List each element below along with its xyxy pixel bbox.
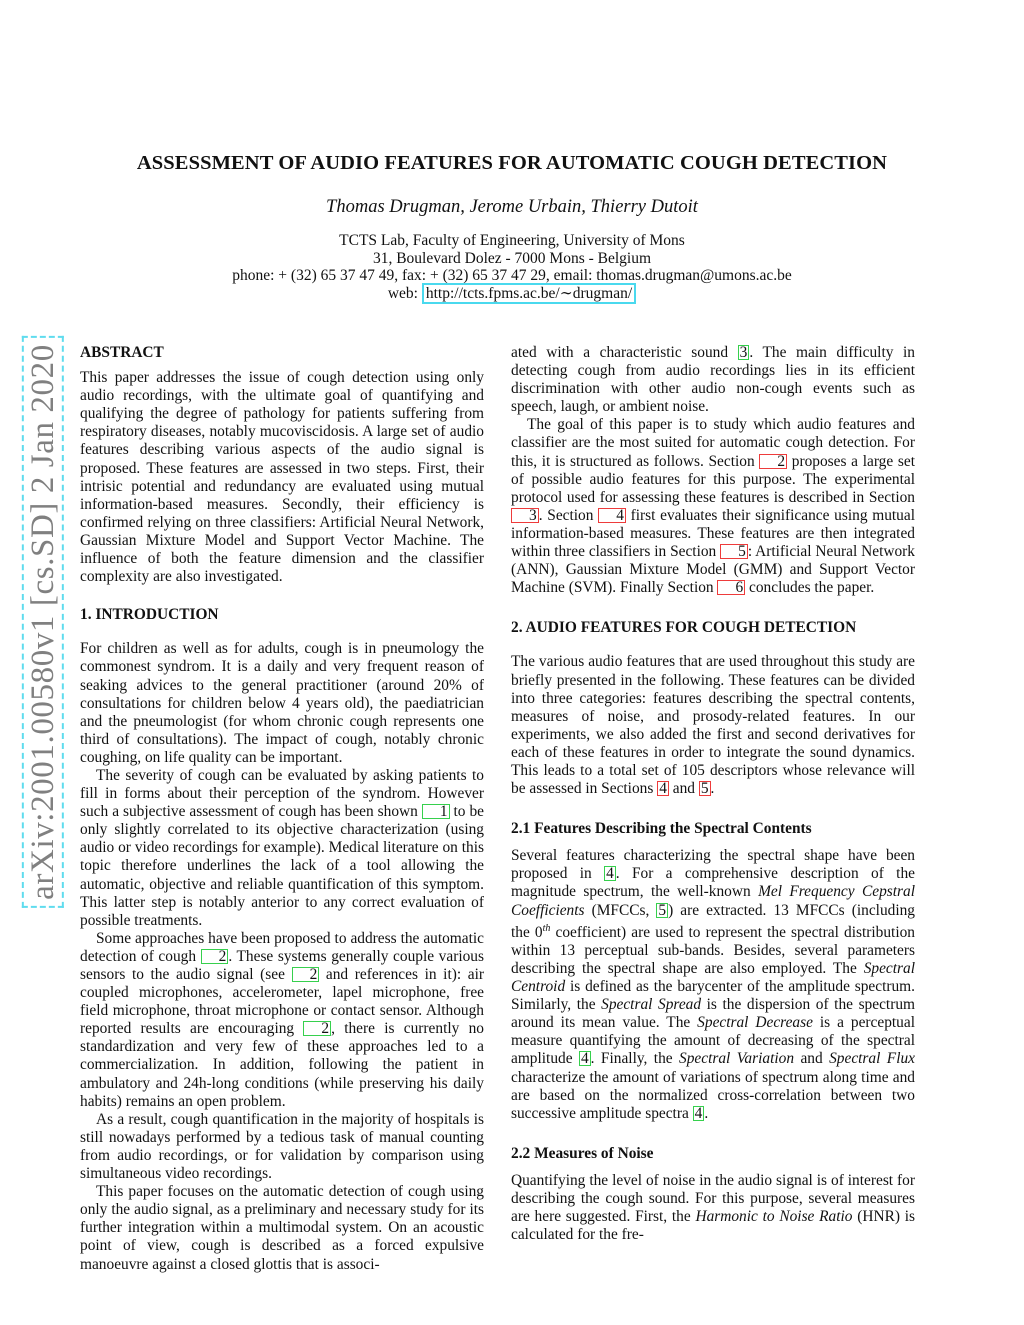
affiliation-block (0, 232, 1024, 302)
paper-title: ASSESSMENT OF AUDIO FEATURES FOR AUTOMATIC COUGH DETECTION (136, 152, 888, 174)
section-link[interactable]: 3 (511, 508, 539, 523)
abstract-heading: ABSTRACT (80, 344, 164, 361)
intro-paragraph-5: This paper focuses on the automatic detection of cough using only the audio signal, as a preliminary and necessary study for its further integration within a multimodal system. On an acoustic point of view, cough is described as a forced expulsive manoeuvre against a closed glottis that is associ- (80, 1183, 484, 1273)
citation-link[interactable]: 4 (694, 1104, 703, 1122)
arxiv-sidebar (22, 338, 64, 906)
intro-continued-paragraph: ated with a characteristic sound 3 . The main difficulty in detecting cough from audio recordings lies in its efficient discrimination with other audio non-cough events such as speech, laugh, or ambient noise. (511, 344, 915, 416)
affiliation-address: 31, Boulevard Dolez - 7000 Mons - Belgium (372, 249, 652, 267)
citation-link[interactable]: 1 (422, 804, 450, 819)
section-link[interactable]: 6 (717, 580, 745, 595)
section-link[interactable]: 5 (700, 780, 709, 798)
section-link[interactable]: 2 (759, 454, 787, 469)
subsection-2-2-heading: 2.2 Measures of Noise (511, 1144, 654, 1162)
intro-paragraph-1: For children as well as for adults, cough is in pneumology the commonest syndrom. It is a daily and very frequent reason of seaking advices to the general practitioner (around 20% of consultations for children below 4 years old), the paediatrician and the pneumologist (for whom chronic cough represents one third of consultations). The impact of cough, notably chronic coughing, on life quality can be important. (80, 640, 484, 766)
abstract-text: This paper addresses the issue of cough detection using only audio recordings, with the ultimate goal of quantifying and qualifying the degree of pathology for patients suffering from respiratory diseases, notably mucoviscidosis. A large set of audio features describing various aspects of the audio signal is proposed. These features are assessed in two steps. First, their intrisic potential and redundancy are evaluated using mutual information-based measures. Secondly, their efficiency is confirmed relying on three classifiers: Artificial Neural Network, Gaussian Mixture Model and Support Vector Machine. The influence of both the feature dimension and the classifier complexity are also investigated. (80, 369, 484, 586)
section-link[interactable]: 5 (720, 544, 748, 559)
citation-link[interactable]: 4 (606, 865, 614, 883)
affiliation-contact: phone: + (32) 65 37 47 49, fax: + (32) 65 37 47 29, email: thomas.drugman@umons.ac.be (232, 267, 792, 284)
introduction-heading: 1. INTRODUCTION (80, 606, 219, 624)
subsection-2-1-heading: 2.1 Features Describing the Spectral Contents (511, 820, 812, 838)
citation-link[interactable]: 2 (303, 1021, 331, 1036)
paper-structure-paragraph: The goal of this paper is to study which audio features and classifier are the most suited for automatic cough detection. For this, it is structured as follows. Section 2 proposes a large set of possible audio features for this purpose. The experimental protocol used for assessing these features is described in Section 3 . Section 4 first evaluates their significance using mutual information-based measures. These features are then integrated within three classifiers in Section 5 : Artificial Neural Network (ANN), Gaussian Mixture Model (GMM) and Support Vector Machine (SVM). Finally Section 6 concludes the paper. (511, 416, 915, 597)
citation-link[interactable]: 2 (292, 967, 320, 982)
left-column (80, 344, 484, 1274)
affiliation-lab: TCTS Lab, Faculty of Engineering, University of Mons (339, 232, 685, 249)
arxiv-stamp[interactable]: arXiv:2001.00580v1 [cs.SD] 2 Jan 2020 (22, 336, 64, 908)
affiliation-web (0, 285, 1024, 303)
section-2-heading: 2. AUDIO FEATURES FOR COUGH DETECTION (511, 619, 857, 637)
intro-paragraph-3: Some approaches have been proposed to address the automatic detection of cough 2 . These systems generally couple various sensors to the audio signal (see 2 and references in it): air coupled microphones, accelerometer, lapel microphone, free field microphone, throat microphone or contact sensor. Although reported results are encouraging 2 , there is currently no standardization and very few of these approaches led to a commercialization. In addition, following the patient in ambulatory and 24h-long conditions (while preserving his daily habits) remains an open problem. (80, 929, 484, 1110)
section-link[interactable]: 4 (598, 508, 626, 523)
intro-paragraph-2: The severity of cough can be evaluated by asking patients to fill in forms about their perception of the syndrom. However such a subjective assessment of cough has been shown 1 to be only slightly correlated to its objective characterization (using audio or video recordings for example). Medical literature on this topic therefore underlines the lack of a tool allowing the automatic, objective and reliable quantification of this symptom. This latter step is notably anterior to any correct evaluation of possible treatments. (80, 766, 485, 929)
subsection-2-1-paragraph: Several features characterizing the spectral shape have been proposed in 4 . For a comprehensive description of the magnitude spectrum, the well-known Mel Frequency Cepstral Coefficients (MFCCs, 5 ) are extracted. 13 MFCCs (including the 0th coefficient) are used to represent the spectral distribution within 13 perceptual sub-bands. Besides, several parameters describing the spectral shape are also employed. The Spectral Centroid is defined as the barycenter of the amplitude spectrum. Similarly, the Spectral Spread is the dispersion of the spectrum around its mean value. The Spectral Decrease is a perceptual measure quantifying the amount of decreasing of the spectral amplitude 4 . Finally, the Spectral Variation and Spectral Flux characterize the amount of variations of spectrum along time and are based on the normalized cross-correlation between two successive amplitude spectra 4 . (511, 847, 916, 1122)
web-label: web: (387, 284, 418, 302)
subsection-2-2-paragraph: Quantifying the level of noise in the audio signal is of interest for describing the cough sound. For this purpose, several measures are here suggested. First, the Harmonic to Noise Ratio (HNR) is calculated for the fre- (511, 1171, 916, 1244)
intro-paragraph-4: As a result, cough quantification in the majority of hospitals is still nowadays performed by a tedious task of manual counting from audio recordings, or for validation by comparison using simultaneous video recordings. (80, 1110, 484, 1183)
citation-link[interactable]: 2 (201, 949, 229, 964)
citation-link[interactable]: 4 (580, 1050, 589, 1068)
section-2-intro-paragraph: The various audio features that are used throughout this study are briefly presented in the following. These features can be divided into three categories: features describing the spectral contents, measures of noise, and prosody-related features. In our experiments, we also added the first and second derivatives for each of these features in order to integrate the sound dynamics. This leads to a total set of 105 descriptors whose relevance will be assessed in Sections 4 and 5 . (511, 653, 915, 798)
web-link[interactable]: http://tcts.fpms.ac.be/∼drugman/ (422, 283, 636, 304)
section-link[interactable]: 4 (659, 780, 667, 798)
right-column (511, 344, 915, 1244)
citation-link[interactable]: 3 (739, 344, 748, 361)
author-list: Thomas Drugman, Jerome Urbain, Thierry Dutoit (326, 197, 698, 217)
citation-link[interactable]: 5 (658, 901, 667, 919)
